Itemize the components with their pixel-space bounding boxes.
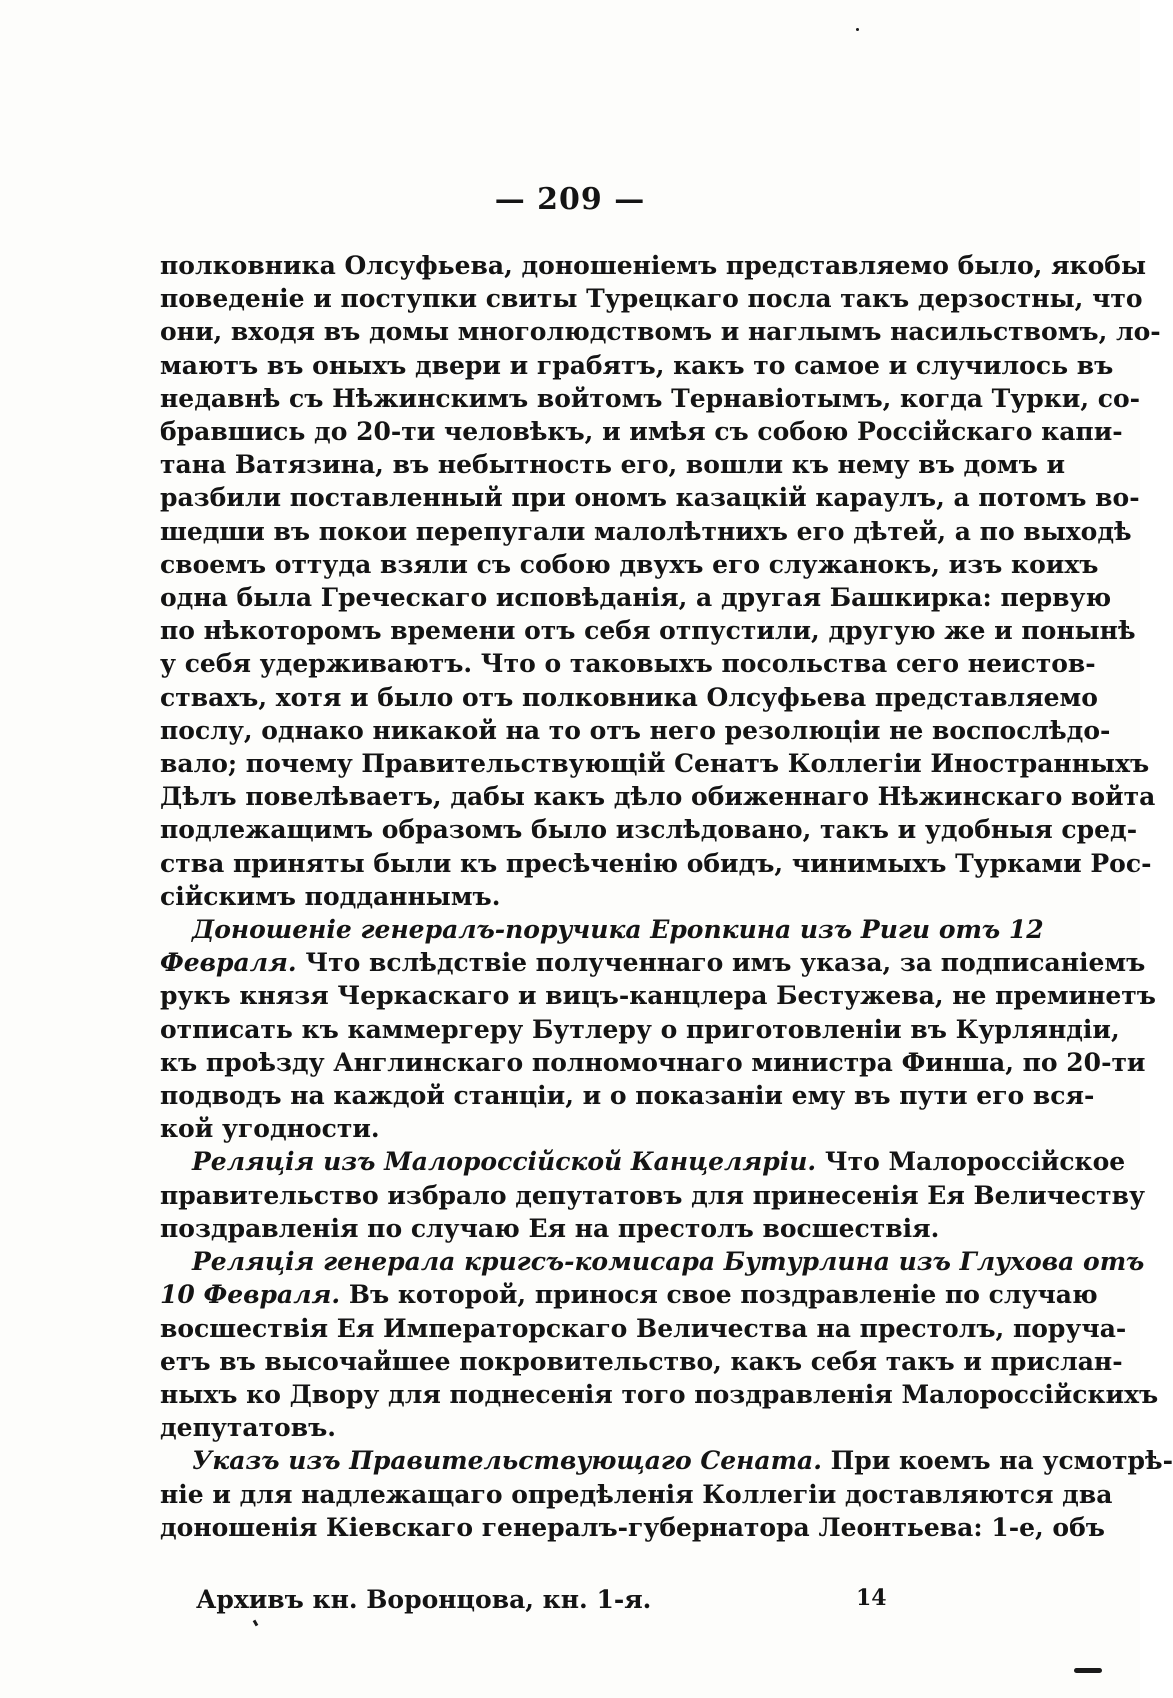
text-line — [160, 1145, 1126, 1178]
text-line — [160, 1278, 1098, 1311]
text-line: етъ въ высочайшее покровительство, какъ себя такъ и прислан- — [160, 1346, 1123, 1376]
text-line: поведеніе и поступки свиты Турецкаго посла такъ дерзостны, что — [160, 284, 1143, 314]
print-speck — [1074, 1668, 1102, 1673]
text-line: Дѣлъ повелѣваетъ, дабы какъ дѣло обиженнаго Нѣжинскаго войта — [160, 782, 1156, 812]
text-line: рукъ князя Черкаскаго и вицъ-канцлера Бестужева, не преминетъ — [160, 981, 1156, 1011]
signature-footer: Архивъ кн. Воронцова, кн. 1-я. — [196, 1585, 652, 1614]
text-line: шедши въ покои перепугали малолѣтнихъ его дѣтей, а по выходѣ — [160, 516, 1132, 546]
entry-heading: Указъ изъ Правительствующаго Сената. — [192, 1446, 822, 1476]
text-line — [160, 1444, 1173, 1477]
print-speck — [253, 1620, 259, 1627]
text-fragment: Что вслѣдствіе полученнаго имъ указа, за подписаніемъ — [296, 948, 1146, 978]
text-line: восшествія Ея Императорскаго Величества на престолъ, поруча- — [160, 1313, 1127, 1343]
text-line: ніе и для надлежащаго опредѣленія Коллегіи доставляются два — [160, 1479, 1113, 1509]
entry-date: Февраля. — [160, 948, 297, 978]
text-line: своемъ оттуда взяли съ собою двухъ его служанокъ, изъ коихъ — [160, 549, 1099, 579]
text-line: они, входя въ домы многолюдствомъ и наглымъ насильствомъ, ло- — [160, 317, 1161, 347]
text-line: сійскимъ подданнымъ. — [160, 881, 501, 911]
text-line: къ проѣзду Англинскаго полномочнаго министра Финша, по 20-ти — [160, 1047, 1146, 1077]
text-line: правительство избрало депутатовъ для принесенія Ея Величеству — [160, 1180, 1145, 1210]
text-line: поздравленія по случаю Ея на престолъ восшествія. — [160, 1213, 940, 1243]
text-line: недавнѣ съ Нѣжинскимъ войтомъ Тернавіотымъ, когда Турки, со- — [160, 383, 1141, 413]
text-line: одна была Греческаго исповѣданія, а другая Башкирка: первую — [160, 583, 1112, 613]
text-line: по нѣкоторомъ времени отъ себя отпустили, другую же и понынѣ — [160, 616, 1136, 646]
text-line: у себя удерживаютъ. Что о таковыхъ посольства сего неистов- — [160, 649, 1096, 679]
entry-heading: Реляція изъ Малороссійской Канцеляріи. — [192, 1147, 817, 1177]
text-line: вало; почему Правительствующій Сенатъ Коллегіи Иностранныхъ — [160, 749, 1150, 779]
page-number: — 209 — — [494, 182, 646, 217]
entry-heading: Доношеніе генералъ-поручика Еропкина изъ Риги отъ 12 — [192, 915, 1044, 945]
entry-date: 10 Февраля. — [160, 1280, 341, 1310]
entry-heading: Реляція генерала кригсъ-комисара Бутурлина изъ Глухова отъ — [192, 1247, 1145, 1277]
text-line: ныхъ ко Двору для поднесенія того поздравленія Малороссійскихъ — [160, 1379, 1159, 1409]
text-fragment: Въ которой, принося свое поздравленіе по случаю — [340, 1280, 1098, 1310]
text-line: отписать къ каммергеру Бутлеру о приготовленіи въ Курляндіи, — [160, 1014, 1120, 1044]
text-fragment: При коемъ на усмотрѣ- — [821, 1446, 1173, 1476]
text-line: подводъ на каждой станціи, и о показаніи ему въ пути его вся- — [160, 1081, 1095, 1111]
print-speck — [856, 28, 859, 31]
text-fragment: Что Малороссійское — [816, 1147, 1126, 1177]
text-line — [160, 946, 1146, 979]
text-line: бравшись до 20-ти человѣкъ, и имѣя съ собою Россійскаго капи- — [160, 417, 1123, 447]
text-line: ства приняты были къ пресѣченію обидъ, чинимыхъ Турками Рос- — [160, 848, 1152, 878]
text-line: разбили поставленный при ономъ казацкій караулъ, а потомъ во- — [160, 483, 1140, 513]
text-line: полковника Олсуфьева, доношеніемъ представляемо было, якобы — [160, 251, 1147, 280]
sheet-number: 14 — [856, 1585, 887, 1611]
text-line: ствахъ, хотя и было отъ полковника Олсуфьева представляемо — [160, 682, 1098, 712]
text-line: депутатовъ. — [160, 1413, 336, 1443]
text-line: кой угодности. — [160, 1114, 380, 1144]
text-line: подлежащимъ образомъ было изслѣдовано, такъ и удобныя сред- — [160, 815, 1138, 845]
text-line: тана Ватязина, въ небытность его, вошли къ нему въ домъ и — [160, 450, 1066, 480]
body-text — [160, 249, 1173, 1544]
text-line: маютъ въ оныхъ двери и грабятъ, какъ то самое и случилось въ — [160, 350, 1114, 380]
text-line: доношенія Кіевскаго генералъ-губернатора Леонтьева: 1-е, объ — [160, 1512, 1105, 1542]
text-line: послу, однако никакой на то отъ него резолюціи не воспослѣдо- — [160, 715, 1111, 745]
